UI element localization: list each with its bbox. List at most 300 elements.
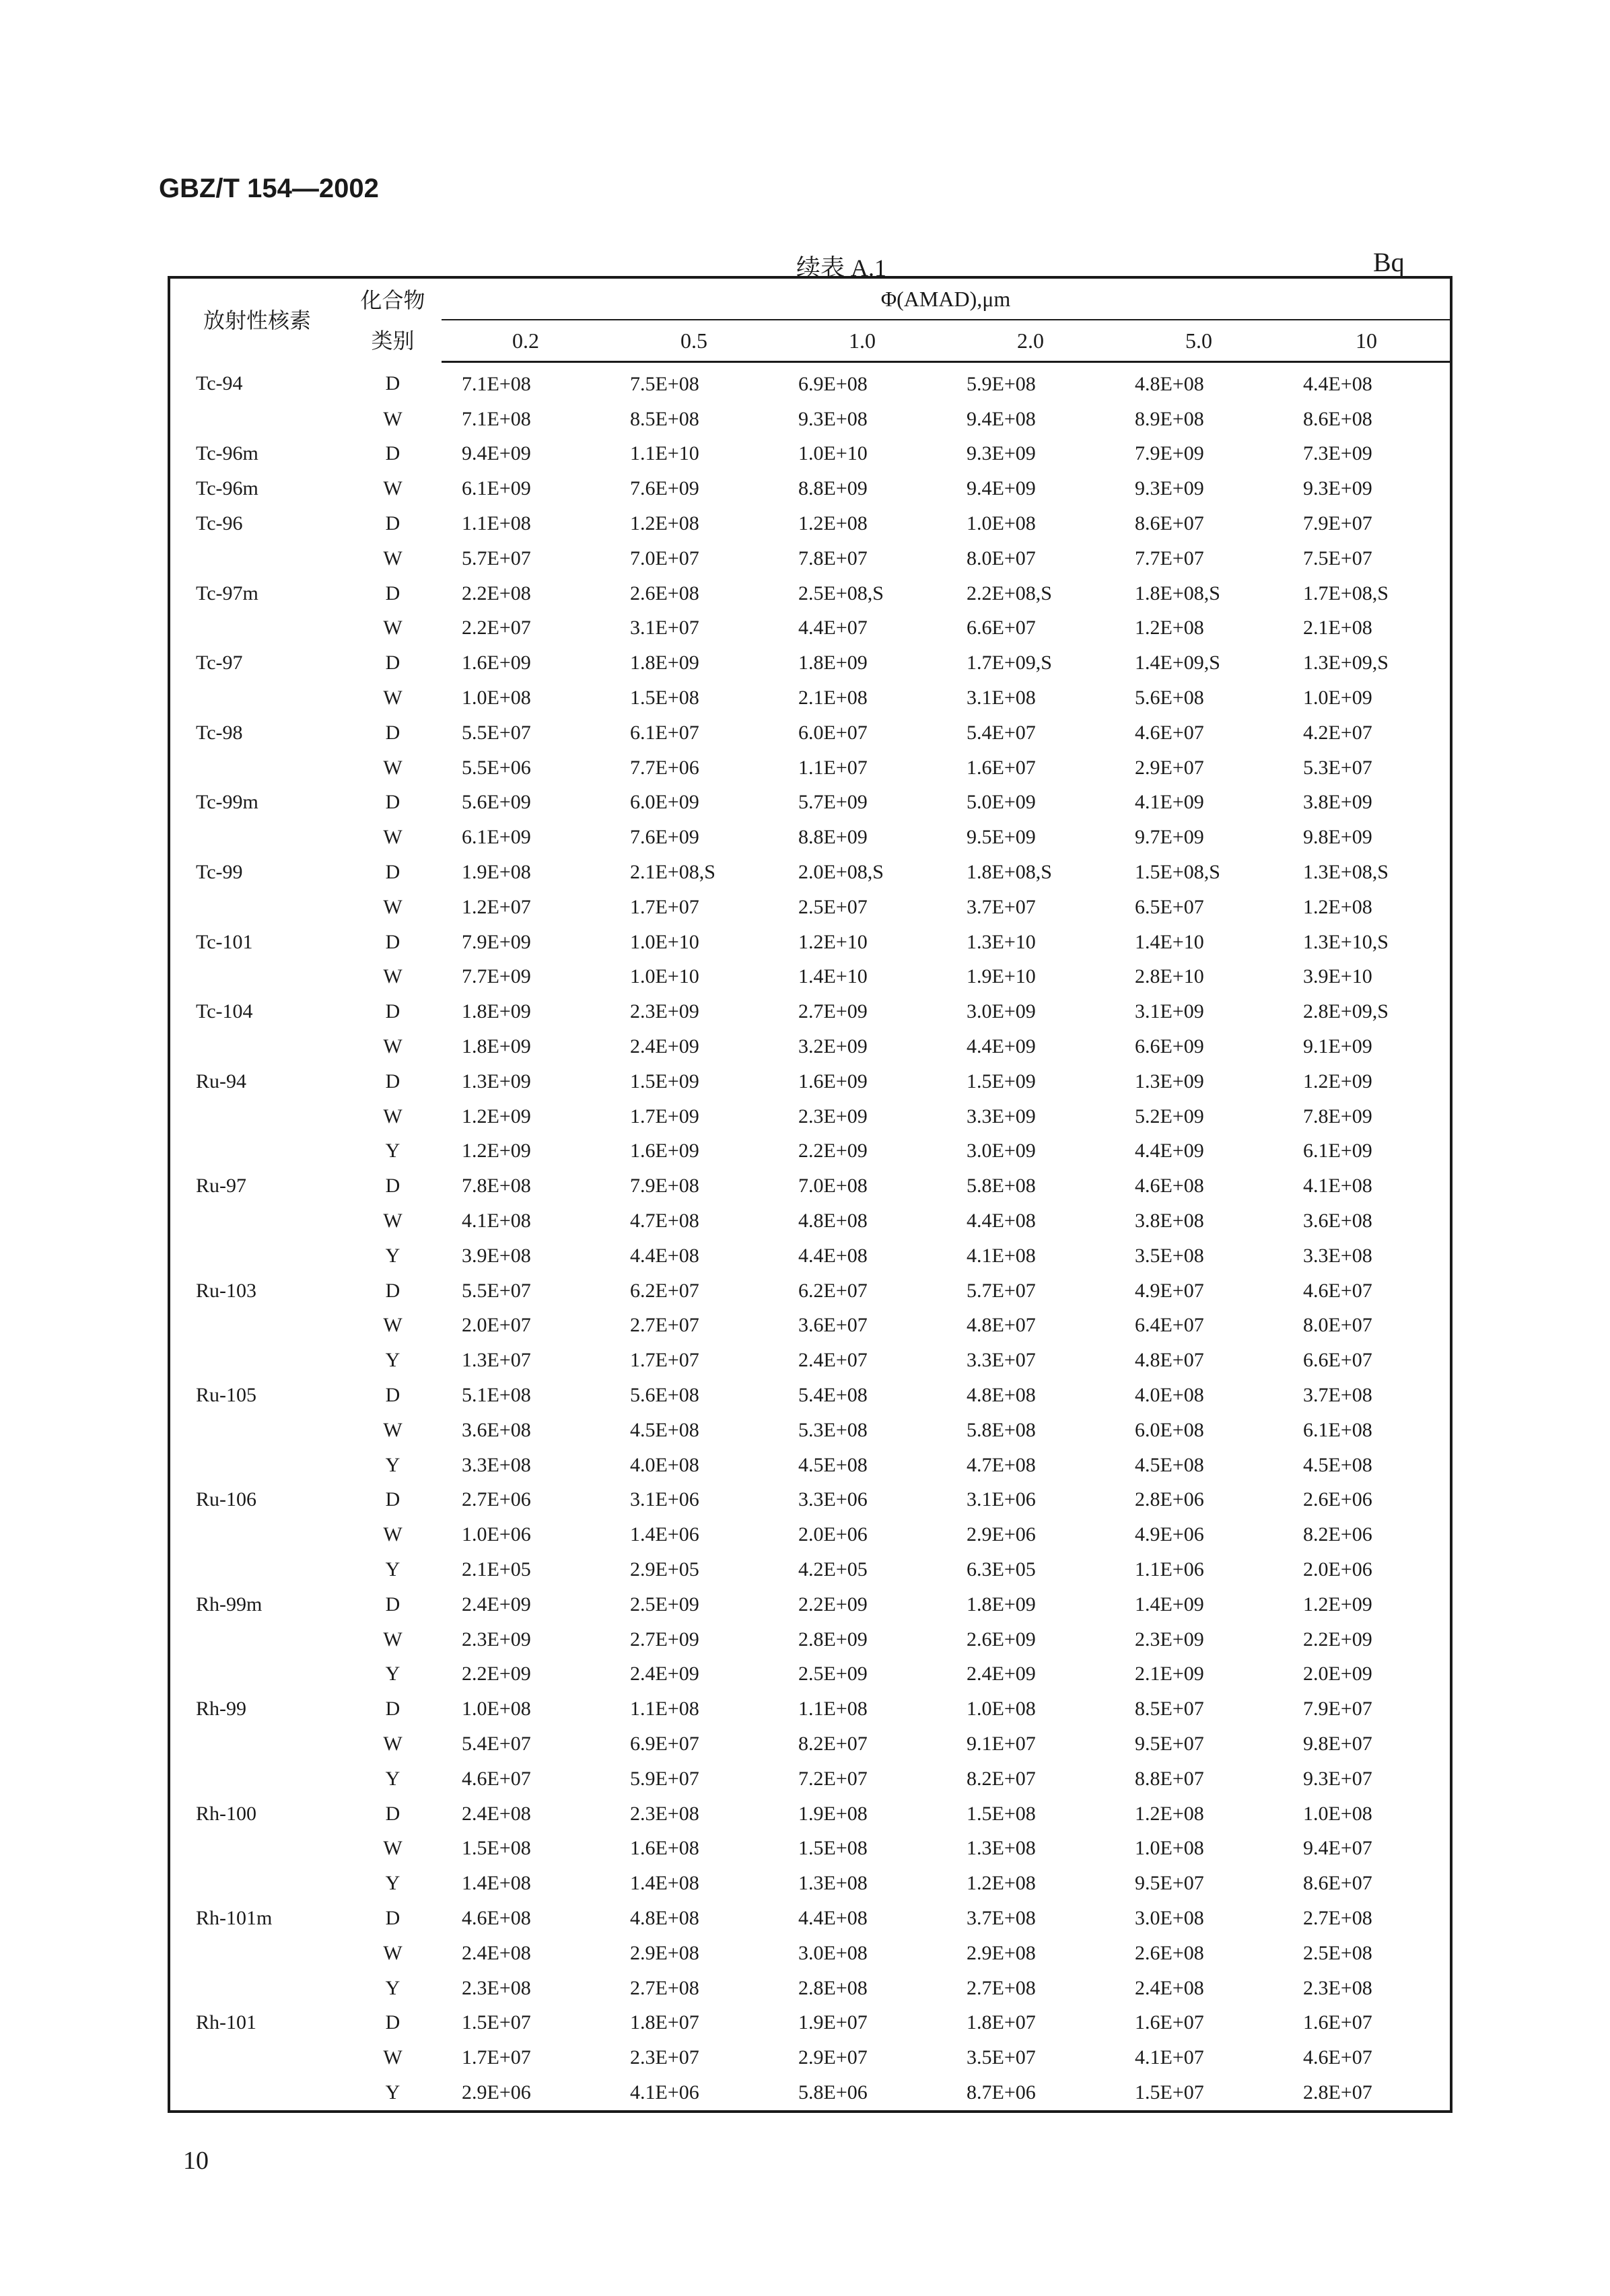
- value-cell: 7.9E+09: [1135, 442, 1204, 465]
- table-row: [169, 925, 1451, 960]
- value-cell: 3.1E+08: [967, 687, 1036, 709]
- value-cell: 4.1E+07: [1135, 2046, 1204, 2069]
- value-cell: 3.1E+09: [1135, 1000, 1204, 1023]
- value-cell: 1.3E+10,S: [1303, 930, 1389, 953]
- compound-type-cell: Y: [385, 1767, 400, 1790]
- value-cell: 2.4E+09: [630, 1035, 699, 1058]
- value-cell: 2.4E+08: [1135, 1976, 1204, 1999]
- table-row: [169, 1448, 1451, 1483]
- value-cell: 2.6E+06: [1303, 1488, 1372, 1511]
- value-cell: 4.4E+08: [967, 1210, 1036, 1232]
- value-cell: 2.3E+09: [798, 1105, 868, 1127]
- value-cell: 3.3E+07: [967, 1349, 1036, 1372]
- value-cell: 4.4E+08: [630, 1244, 699, 1267]
- value-cell: 4.5E+08: [798, 1453, 868, 1476]
- value-cell: 1.5E+08,S: [1135, 861, 1220, 884]
- value-cell: 2.8E+08: [798, 1976, 868, 1999]
- value-cell: 8.6E+07: [1135, 512, 1204, 535]
- compound-type-cell: W: [383, 1314, 403, 1337]
- value-cell: 3.1E+06: [630, 1488, 699, 1511]
- value-cell: 1.3E+09: [462, 1070, 531, 1092]
- nuclide-cell: [169, 1099, 344, 1134]
- table-row: [169, 1797, 1451, 1832]
- value-cell: 4.9E+06: [1135, 1523, 1204, 1546]
- nuclide-cell: Rh-101: [196, 2011, 256, 2034]
- table-row: [169, 1099, 1451, 1134]
- value-cell: 2.0E+07: [462, 1314, 531, 1337]
- value-cell: 5.8E+08: [967, 1175, 1036, 1197]
- value-cell: 7.6E+09: [630, 826, 699, 849]
- table-row: [169, 2075, 1451, 2112]
- nuclide-cell: Tc-99: [196, 861, 243, 884]
- value-cell: 9.8E+07: [1303, 1732, 1372, 1755]
- value-cell: 3.9E+08: [462, 1244, 531, 1267]
- value-cell: 6.1E+07: [630, 721, 699, 744]
- value-cell: 6.0E+07: [798, 721, 868, 744]
- value-cell: 4.1E+08: [967, 1244, 1036, 1267]
- value-cell: 4.6E+07: [1303, 2046, 1372, 2069]
- value-cell: 9.4E+07: [1303, 1837, 1372, 1860]
- value-cell: 1.3E+09: [1135, 1070, 1204, 1092]
- value-cell: 1.8E+07: [630, 2011, 699, 2034]
- value-cell: 9.3E+07: [1303, 1767, 1372, 1790]
- compound-type-cell: W: [383, 1418, 403, 1441]
- value-cell: 9.3E+09: [1303, 477, 1372, 500]
- value-cell: 1.4E+06: [630, 1523, 699, 1546]
- value-cell: 1.3E+08: [798, 1872, 868, 1895]
- value-cell: 6.1E+08: [1303, 1418, 1372, 1441]
- value-cell: 7.7E+06: [630, 756, 699, 779]
- value-cell: 2.9E+06: [462, 2081, 531, 2103]
- value-cell: 6.4E+07: [1135, 1314, 1204, 1337]
- value-cell: 2.9E+08: [630, 1941, 699, 1964]
- value-cell: 9.4E+08: [967, 407, 1036, 430]
- value-cell: 4.6E+07: [1303, 1279, 1372, 1302]
- nuclide-cell: [169, 1866, 344, 1901]
- table-row: [169, 402, 1451, 437]
- value-cell: 1.4E+08: [630, 1872, 699, 1895]
- value-cell: 7.9E+07: [1303, 1698, 1372, 1720]
- compound-type-cell: W: [383, 1523, 403, 1546]
- value-cell: 1.2E+08: [1303, 895, 1372, 918]
- value-cell: 8.9E+08: [1135, 407, 1204, 430]
- value-cell: 1.8E+08,S: [967, 861, 1052, 884]
- value-cell: 2.7E+08: [967, 1976, 1036, 1999]
- value-cell: 6.1E+09: [1303, 1140, 1372, 1162]
- value-cell: 1.2E+10: [798, 930, 868, 953]
- value-cell: 2.3E+08: [462, 1976, 531, 1999]
- value-cell: 4.8E+08: [630, 1906, 699, 1929]
- compound-type-cell: D: [385, 1384, 400, 1406]
- compound-type-cell: W: [383, 477, 403, 500]
- nuclide-cell: Ru-106: [196, 1488, 256, 1511]
- value-cell: 8.2E+07: [967, 1767, 1036, 1790]
- nuclide-cell: [169, 1239, 344, 1274]
- compound-type-cell: D: [385, 512, 400, 535]
- compound-type-cell: W: [383, 965, 403, 988]
- value-cell: 1.4E+09: [1135, 1593, 1204, 1615]
- table-row: [169, 1274, 1451, 1309]
- value-cell: 1.7E+07: [462, 2046, 531, 2069]
- value-cell: 1.7E+09: [630, 1105, 699, 1127]
- value-cell: 4.4E+08: [1303, 372, 1372, 395]
- value-cell: 4.4E+07: [798, 617, 868, 639]
- value-cell: 4.4E+09: [967, 1035, 1036, 1058]
- value-cell: 5.4E+07: [967, 721, 1036, 744]
- value-cell: 2.0E+06: [1303, 1558, 1372, 1580]
- compound-type-cell: D: [385, 1175, 400, 1197]
- value-cell: 3.0E+08: [1135, 1906, 1204, 1929]
- compound-type-cell: W: [383, 547, 403, 569]
- value-cell: 1.0E+10: [630, 965, 699, 988]
- compound-type-cell: W: [383, 1210, 403, 1232]
- value-cell: 1.8E+09: [630, 652, 699, 674]
- nuclide-cell: [169, 1309, 344, 1344]
- value-cell: 3.5E+08: [1135, 1244, 1204, 1267]
- value-cell: 1.4E+10: [1135, 930, 1204, 953]
- value-cell: 4.1E+08: [1303, 1175, 1372, 1197]
- value-cell: 4.2E+05: [798, 1558, 868, 1580]
- value-cell: 8.6E+07: [1303, 1872, 1372, 1895]
- value-cell: 1.2E+09: [462, 1140, 531, 1162]
- unit-label: Bq: [1373, 247, 1405, 277]
- value-cell: 5.9E+08: [967, 372, 1036, 395]
- value-cell: 6.9E+08: [798, 372, 868, 395]
- nuclide-cell: [169, 2075, 344, 2112]
- value-cell: 6.6E+07: [1303, 1349, 1372, 1372]
- value-cell: 1.1E+10: [630, 442, 699, 465]
- value-cell: 3.1E+07: [630, 617, 699, 639]
- value-cell: 4.1E+09: [1135, 791, 1204, 814]
- value-cell: 7.9E+09: [462, 930, 531, 953]
- compound-type-cell: Y: [385, 1976, 400, 1999]
- value-cell: 2.5E+09: [798, 1663, 868, 1685]
- value-cell: 1.5E+09: [630, 1070, 699, 1092]
- value-cell: 4.5E+08: [1135, 1453, 1204, 1476]
- value-cell: 6.0E+08: [1135, 1418, 1204, 1441]
- compound-type-cell: D: [385, 2011, 400, 2034]
- compound-type-cell: W: [383, 756, 403, 779]
- value-cell: 2.4E+08: [462, 1802, 531, 1825]
- value-cell: 9.4E+09: [462, 442, 531, 465]
- compound-type-cell: D: [385, 861, 400, 884]
- value-cell: 1.9E+08: [798, 1802, 868, 1825]
- value-cell: 9.3E+09: [967, 442, 1036, 465]
- value-cell: 1.8E+07: [967, 2011, 1036, 2034]
- value-cell: 1.1E+08: [798, 1698, 868, 1720]
- value-cell: 5.3E+08: [798, 1418, 868, 1441]
- table-row: [169, 1309, 1451, 1344]
- value-cell: 8.6E+08: [1303, 407, 1372, 430]
- value-cell: 2.2E+08,S: [967, 582, 1052, 604]
- table-row: [169, 1762, 1451, 1797]
- value-cell: 3.0E+09: [967, 1000, 1036, 1023]
- value-cell: 6.3E+05: [967, 1558, 1036, 1580]
- value-cell: 1.9E+08: [462, 861, 531, 884]
- table-row: [169, 1169, 1451, 1204]
- nuclide-cell: [169, 1204, 344, 1239]
- size-column-header: 2.0: [946, 320, 1115, 362]
- value-cell: 1.2E+09: [1303, 1070, 1372, 1092]
- value-cell: 5.7E+07: [967, 1279, 1036, 1302]
- value-cell: 3.8E+08: [1135, 1210, 1204, 1232]
- size-column-header: 10: [1283, 320, 1451, 362]
- table-row: [169, 1587, 1451, 1622]
- value-cell: 6.1E+09: [462, 826, 531, 849]
- table-row: [169, 1378, 1451, 1413]
- value-cell: 3.6E+08: [1303, 1210, 1372, 1232]
- value-cell: 1.2E+07: [462, 895, 531, 918]
- nuclide-cell: [169, 1727, 344, 1762]
- table-row: [169, 1657, 1451, 1692]
- nuclide-cell: [169, 751, 344, 786]
- nuclide-cell: [169, 820, 344, 855]
- value-cell: 2.7E+06: [462, 1488, 531, 1511]
- value-cell: 8.2E+06: [1303, 1523, 1372, 1546]
- compound-type-cell: D: [385, 1593, 400, 1615]
- table-row: [169, 786, 1451, 821]
- value-cell: 1.6E+08: [630, 1837, 699, 1860]
- value-cell: 2.3E+07: [630, 2046, 699, 2069]
- value-cell: 5.5E+07: [462, 721, 531, 744]
- value-cell: 1.7E+07: [630, 1349, 699, 1372]
- nuclide-cell: Ru-94: [196, 1070, 246, 1092]
- compound-type-cell: D: [385, 1488, 400, 1511]
- size-column-header: 0.5: [610, 320, 778, 362]
- table-row: [169, 960, 1451, 995]
- value-cell: 1.0E+06: [462, 1523, 531, 1546]
- value-cell: 2.9E+07: [798, 2046, 868, 2069]
- value-cell: 1.0E+08: [967, 1698, 1036, 1720]
- value-cell: 1.2E+09: [1303, 1593, 1372, 1615]
- value-cell: 2.2E+07: [462, 617, 531, 639]
- amad-group-header: Φ(AMAD),μm: [442, 277, 1451, 320]
- value-cell: 1.5E+08: [630, 687, 699, 709]
- value-cell: 4.6E+08: [462, 1906, 531, 1929]
- value-cell: 4.8E+07: [967, 1314, 1036, 1337]
- value-cell: 8.5E+07: [1135, 1698, 1204, 1720]
- value-cell: 4.4E+09: [1135, 1140, 1204, 1162]
- value-cell: 3.8E+09: [1303, 791, 1372, 814]
- nuclide-cell: [169, 1936, 344, 1971]
- table-row: [169, 855, 1451, 890]
- value-cell: 1.0E+08: [967, 512, 1036, 535]
- value-cell: 9.5E+07: [1135, 1732, 1204, 1755]
- value-cell: 3.0E+09: [967, 1140, 1036, 1162]
- table-row: [169, 2005, 1451, 2040]
- value-cell: 5.4E+08: [798, 1384, 868, 1406]
- value-cell: 2.4E+07: [798, 1349, 868, 1372]
- compound-type-column-header: 化合物类别: [360, 287, 425, 353]
- compound-type-cell: Y: [385, 1558, 400, 1580]
- value-cell: 2.7E+07: [630, 1314, 699, 1337]
- table-row: [169, 1866, 1451, 1901]
- value-cell: 4.5E+08: [630, 1418, 699, 1441]
- value-cell: 3.3E+06: [798, 1488, 868, 1511]
- table-row: [169, 576, 1451, 611]
- compound-type-cell: D: [385, 1906, 400, 1929]
- value-cell: 1.3E+10: [967, 930, 1036, 953]
- value-cell: 1.0E+10: [798, 442, 868, 465]
- nuclide-cell: Tc-96m: [196, 442, 258, 465]
- value-cell: 7.1E+08: [462, 372, 531, 395]
- value-cell: 1.8E+09: [967, 1593, 1036, 1615]
- value-cell: 1.8E+09: [798, 652, 868, 674]
- value-cell: 7.7E+09: [462, 965, 531, 988]
- value-cell: 1.8E+08,S: [1135, 582, 1220, 604]
- table-row: [169, 1064, 1451, 1099]
- compound-type-cell: D: [385, 1802, 400, 1825]
- value-cell: 7.7E+07: [1135, 547, 1204, 569]
- value-cell: 3.7E+07: [967, 895, 1036, 918]
- value-cell: 9.3E+08: [798, 407, 868, 430]
- value-cell: 5.0E+09: [967, 791, 1036, 814]
- value-cell: 1.6E+07: [967, 756, 1036, 779]
- value-cell: 4.6E+08: [1135, 1175, 1204, 1197]
- value-cell: 2.8E+09: [798, 1628, 868, 1650]
- value-cell: 5.6E+08: [1135, 687, 1204, 709]
- value-cell: 4.4E+08: [798, 1906, 868, 1929]
- value-cell: 6.2E+07: [630, 1279, 699, 1302]
- compound-type-cell: D: [385, 1000, 400, 1023]
- value-cell: 2.1E+08: [1303, 617, 1372, 639]
- compound-type-cell: W: [383, 826, 403, 849]
- compound-type-cell: D: [385, 582, 400, 604]
- nuclide-cell: [169, 1622, 344, 1657]
- value-cell: 5.3E+07: [1303, 756, 1372, 779]
- value-cell: 1.3E+08: [967, 1837, 1036, 1860]
- value-cell: 1.6E+07: [1303, 2011, 1372, 2034]
- value-cell: 2.6E+08: [1135, 1941, 1204, 1964]
- value-cell: 3.0E+08: [798, 1941, 868, 1964]
- value-cell: 2.2E+09: [462, 1663, 531, 1685]
- table-row: [169, 1831, 1451, 1866]
- compound-type-cell: D: [385, 1070, 400, 1092]
- value-cell: 1.6E+09: [462, 652, 531, 674]
- value-cell: 4.8E+08: [967, 1384, 1036, 1406]
- nuclide-cell: Tc-96m: [196, 477, 258, 500]
- value-cell: 5.6E+08: [630, 1384, 699, 1406]
- compound-type-cell: W: [383, 407, 403, 430]
- compound-type-cell: W: [383, 2046, 403, 2069]
- value-cell: 2.3E+09: [630, 1000, 699, 1023]
- value-cell: 1.2E+08: [1135, 1802, 1204, 1825]
- dose-data-table: [168, 276, 1452, 2113]
- value-cell: 4.2E+07: [1303, 721, 1372, 744]
- value-cell: 7.8E+07: [798, 547, 868, 569]
- nuclide-cell: Tc-94: [196, 372, 243, 395]
- value-cell: 1.0E+10: [630, 930, 699, 953]
- value-cell: 1.3E+07: [462, 1349, 531, 1372]
- value-cell: 4.4E+08: [798, 1244, 868, 1267]
- value-cell: 1.6E+09: [798, 1070, 868, 1092]
- value-cell: 7.8E+09: [1303, 1105, 1372, 1127]
- value-cell: 6.0E+09: [630, 791, 699, 814]
- value-cell: 7.1E+08: [462, 407, 531, 430]
- nuclide-cell: Ru-97: [196, 1175, 246, 1197]
- value-cell: 1.6E+09: [630, 1140, 699, 1162]
- value-cell: 2.1E+08: [798, 687, 868, 709]
- value-cell: 1.5E+08: [462, 1837, 531, 1860]
- table-row: [169, 1901, 1451, 1936]
- compound-type-cell: D: [385, 1698, 400, 1720]
- value-cell: 2.7E+08: [630, 1976, 699, 1999]
- value-cell: 1.4E+09,S: [1135, 652, 1220, 674]
- table-row: [169, 1517, 1451, 1552]
- value-cell: 6.1E+09: [462, 477, 531, 500]
- table-row: [169, 506, 1451, 541]
- value-cell: 7.0E+08: [798, 1175, 868, 1197]
- value-cell: 2.0E+06: [798, 1523, 868, 1546]
- table-row: [169, 1483, 1451, 1518]
- value-cell: 6.6E+09: [1135, 1035, 1204, 1058]
- value-cell: 2.5E+09: [630, 1593, 699, 1615]
- nuclide-cell: [169, 1552, 344, 1587]
- nuclide-cell: Tc-96: [196, 512, 243, 535]
- value-cell: 1.2E+09: [462, 1105, 531, 1127]
- value-cell: 7.5E+08: [630, 372, 699, 395]
- nuclide-cell: [169, 1517, 344, 1552]
- nuclide-cell: [169, 1134, 344, 1169]
- value-cell: 9.7E+09: [1135, 826, 1204, 849]
- value-cell: 4.8E+07: [1135, 1349, 1204, 1372]
- value-cell: 1.1E+06: [1135, 1558, 1204, 1580]
- compound-type-cell: Y: [385, 2081, 400, 2103]
- nuclide-cell: Ru-105: [196, 1384, 256, 1406]
- nuclide-cell: [169, 402, 344, 437]
- value-cell: 1.5E+08: [798, 1837, 868, 1860]
- value-cell: 2.0E+08,S: [798, 861, 884, 884]
- value-cell: 8.7E+06: [967, 2081, 1036, 2103]
- table-row: [169, 541, 1451, 576]
- value-cell: 2.6E+08: [630, 582, 699, 604]
- value-cell: 8.0E+07: [967, 547, 1036, 569]
- value-cell: 6.6E+07: [967, 617, 1036, 639]
- compound-type-cell: Y: [385, 1140, 400, 1162]
- value-cell: 3.3E+08: [1303, 1244, 1372, 1267]
- nuclide-cell: [169, 1448, 344, 1483]
- value-cell: 3.1E+06: [967, 1488, 1036, 1511]
- compound-type-cell: Y: [385, 1453, 400, 1476]
- value-cell: 3.3E+08: [462, 1453, 531, 1476]
- value-cell: 2.9E+05: [630, 1558, 699, 1580]
- value-cell: 1.1E+08: [630, 1698, 699, 1720]
- value-cell: 4.6E+07: [1135, 721, 1204, 744]
- compound-type-cell: W: [383, 617, 403, 639]
- value-cell: 6.2E+07: [798, 1279, 868, 1302]
- value-cell: 1.0E+08: [462, 1698, 531, 1720]
- value-cell: 4.0E+08: [1135, 1384, 1204, 1406]
- compound-type-cell: W: [383, 1732, 403, 1755]
- value-cell: 5.8E+06: [798, 2081, 868, 2103]
- value-cell: 8.8E+09: [798, 826, 868, 849]
- value-cell: 5.8E+08: [967, 1418, 1036, 1441]
- table-row: [169, 1029, 1451, 1064]
- table-row: [169, 1343, 1451, 1378]
- value-cell: 3.3E+09: [967, 1105, 1036, 1127]
- value-cell: 2.5E+07: [798, 895, 868, 918]
- table-row: [169, 611, 1451, 646]
- value-cell: 1.4E+08: [462, 1872, 531, 1895]
- value-cell: 2.5E+08: [1303, 1941, 1372, 1964]
- nuclide-cell: [169, 2040, 344, 2075]
- table-row: [169, 362, 1451, 402]
- value-cell: 2.7E+08: [1303, 1906, 1372, 1929]
- value-cell: 4.1E+06: [630, 2081, 699, 2103]
- compound-type-cell: D: [385, 721, 400, 744]
- value-cell: 4.1E+08: [462, 1210, 531, 1232]
- value-cell: 7.9E+07: [1303, 512, 1372, 535]
